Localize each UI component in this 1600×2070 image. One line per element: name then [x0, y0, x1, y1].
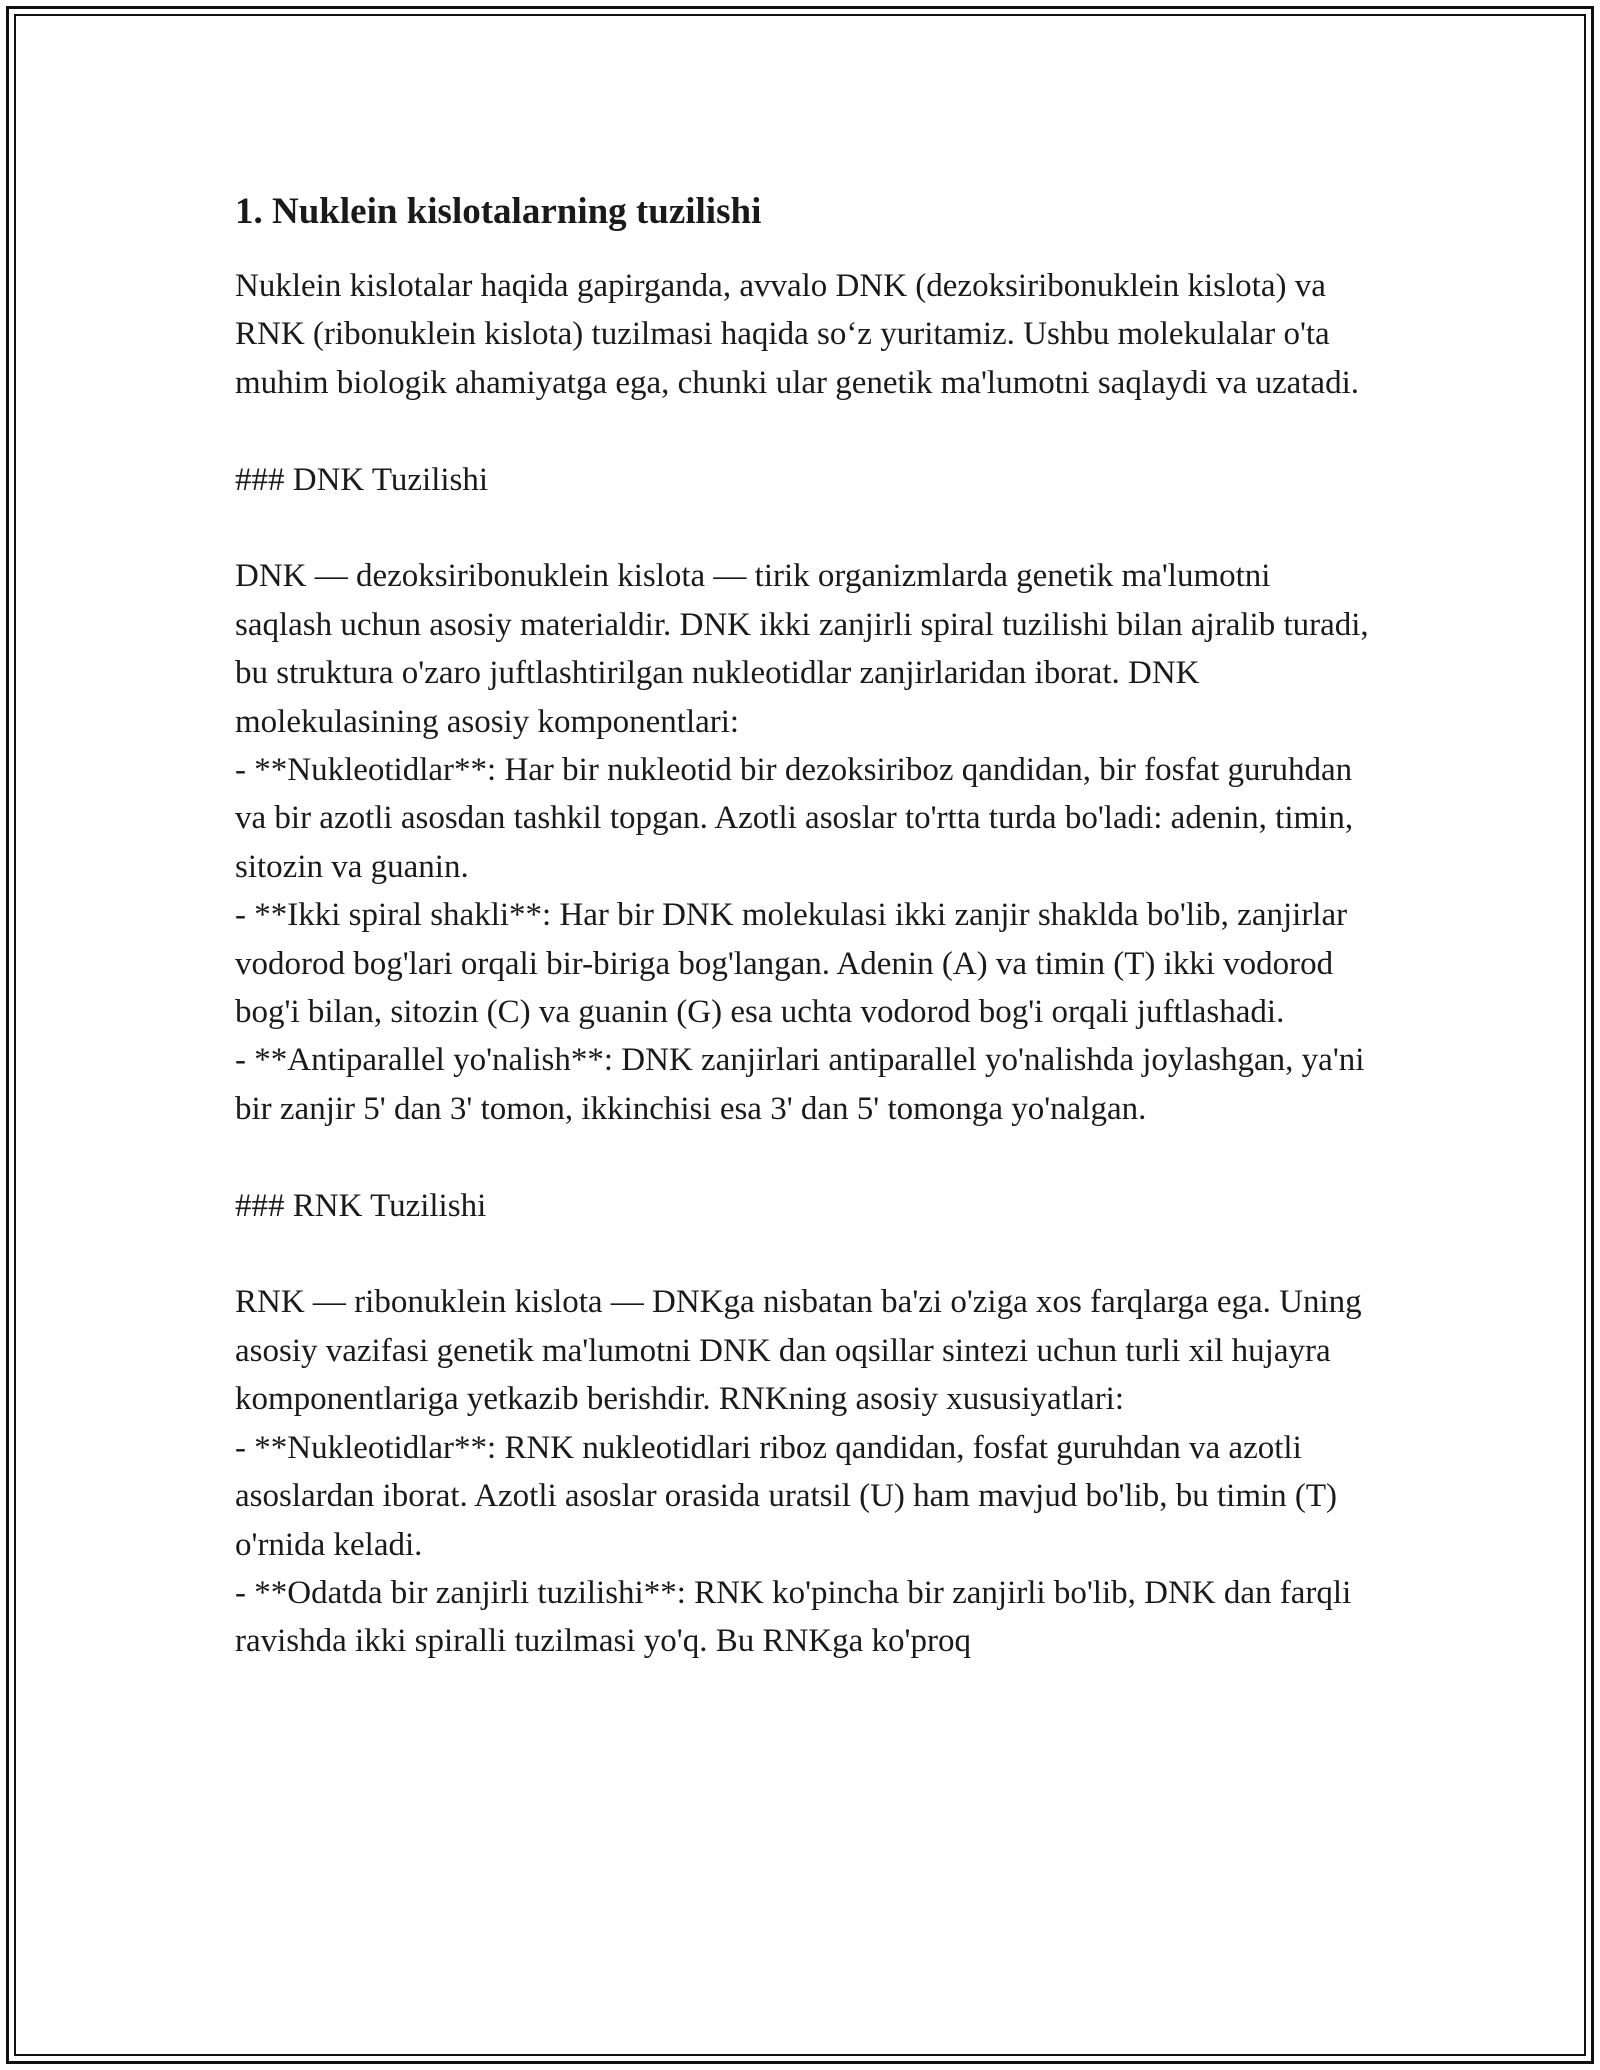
rnk-list-item-single-strand: - **Odatda bir zanjirli tuzilishi**: RNK ko'pincha bir zanjirli bo'lib, DNK dan farqli ravishda ikki spiralli tuzilmasi yo'q. Bu RNKga ko'proq [235, 1574, 1352, 1660]
dnk-intro-paragraph: DNK — dezoksiribonuklein kislota — tirik organizmlarda genetik ma'lumotni saqlash uchun asosiy materialdir. DNK ikki zanjirli spiral tuzilishi bilan ajralib turadi, bu struktura o'zaro juftlashtirilgan nukleotidlar zanjirlaridan iborat. DNK molekulasining asosiy komponentlari: [235, 558, 1369, 740]
section-title: 1. Nuklein kislotalarning tuzilishi [235, 191, 762, 232]
dnk-list-item-antiparallel: - **Antiparallel yo'nalish**: DNK zanjirlari antiparallel yo'nalishda joylashgan, ya'ni bir zanjir 5' dan 3' tomon, ikkinchisi esa 3' dan 5' tomonga yo'nalgan. [235, 1042, 1365, 1127]
rnk-intro-paragraph: RNK — ribonuklein kislota — DNKga nisbatan ba'zi o'ziga xos farqlarga ega. Uning asosiy vazifasi genetik ma'lumotni DNK dan oqsillar sintezi uchun turli xil hujayra komponentlariga yetkazib berishdir. RNKning asosiy xususiyatlari: [235, 1284, 1362, 1418]
rnk-list-item-nucleotides: - **Nukleotidlar**: RNK nukleotidlari riboz qandidan, fosfat guruhdan va azotli asoslardan iborat. Azotli asoslar orasida uratsil (U) ham mavjud bo'lib, bu timin (T) o'rnida keladi. [235, 1429, 1338, 1563]
spacer [235, 504, 1370, 552]
spacer [235, 407, 1370, 455]
dnk-heading: ### DNK Tuzilishi [235, 461, 489, 498]
intro-paragraph: Nuklein kislotalar haqida gapirganda, avvalo DNK (dezoksiribonuklein kislota) va RNK (ribonuklein kislota) tuzilmasi haqida so‘z yuritamiz. Ushbu molekulalar o'ta muhim biologik ahamiyatga ega, chunki ular genetik ma'lumotni saqlaydi va uzatadi. [235, 268, 1359, 401]
document-body [235, 184, 1370, 1666]
spacer [235, 1230, 1370, 1278]
dnk-list-item-nucleotides: - **Nukleotidlar**: Har bir nukleotid bir dezoksiriboz qandidan, bir fosfat guruhdan va bir azotli asosdan tashkil topgan. Azotli asoslar to'rtta turda bo'ladi: adenin, timin, sitozin va guanin. [235, 752, 1354, 885]
spacer [235, 1133, 1370, 1181]
dnk-list-item-double-helix: - **Ikki spiral shakli**: Har bir DNK molekulasi ikki zanjir shaklda bo'lib, zanjirlar vodorod bog'lari orqali bir-biriga bog'langan. Adenin (A) va timin (T) ikki vodorod bog'i bilan, sitozin (C) va guanin (G) esa uchta vodorod bog'i orqali juftlashadi. [235, 897, 1348, 1031]
rnk-heading: ### RNK Tuzilishi [235, 1187, 487, 1224]
